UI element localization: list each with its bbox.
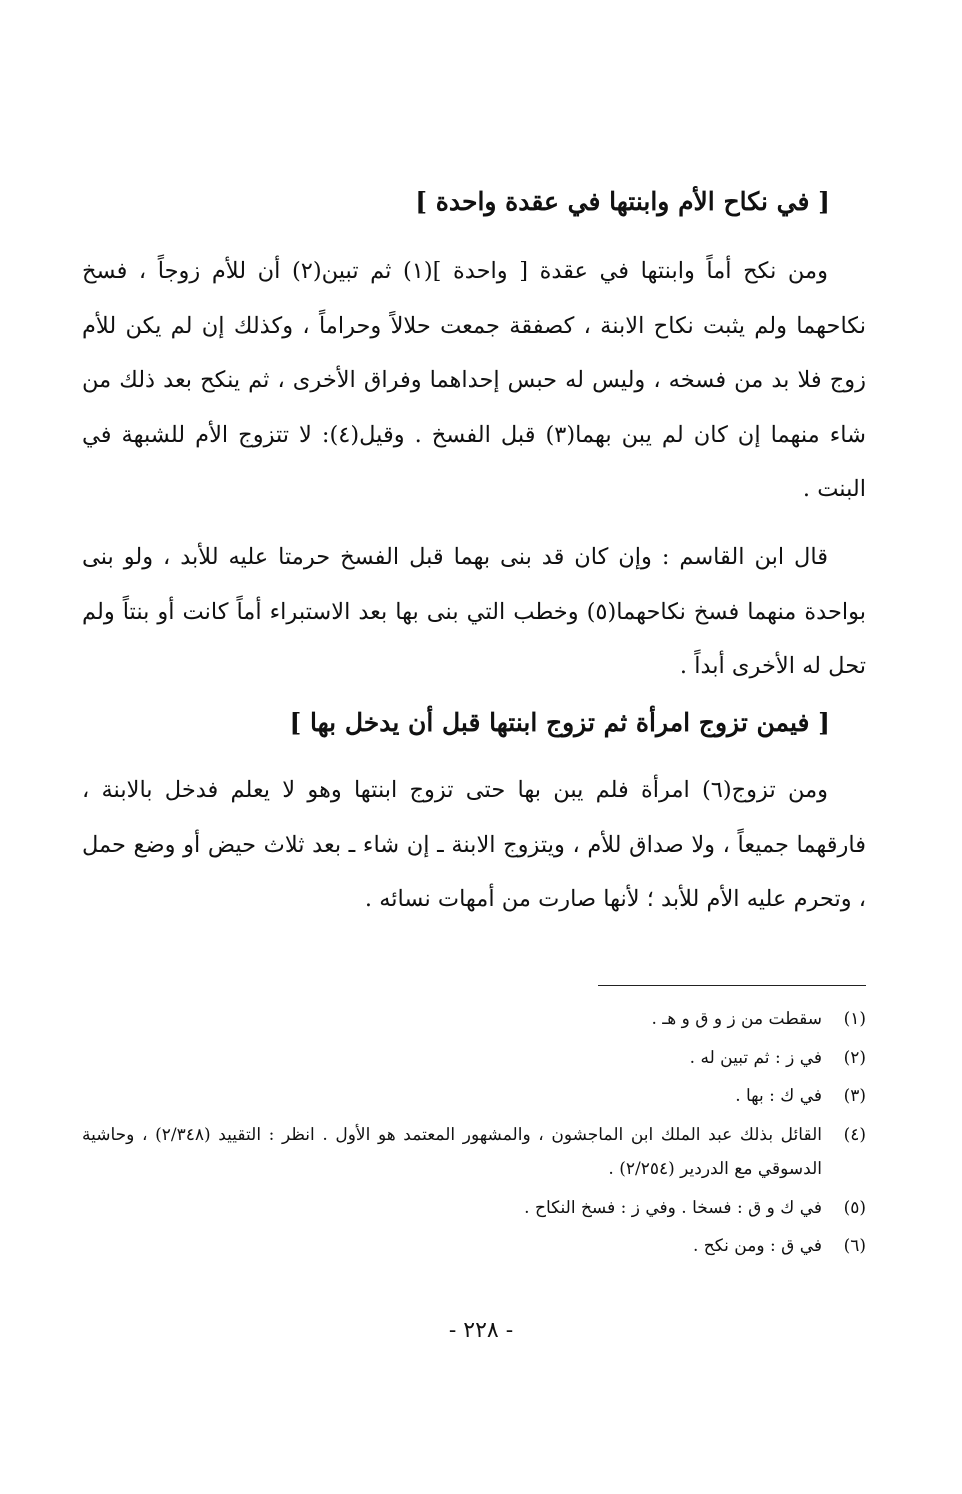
footnote-number: (٦) xyxy=(843,1236,866,1256)
page-number: - ٢٢٨ - xyxy=(448,1318,514,1343)
footnote xyxy=(82,1041,866,1076)
paragraph-2 xyxy=(82,530,866,694)
section-heading-2: [ فيمن تزوج امرأة ثم تزوج ابنتها قبل أن يدخل بها ] xyxy=(289,708,830,737)
footnote-text: في ز : ثم تبين له . xyxy=(689,1047,822,1068)
footnotes xyxy=(82,1002,866,1264)
paragraph-1-text: ومن نكح أماً وابنتها في عقدة [ واحدة ](١) ثم تبين(٢) أن للأم زوجاً ، فسخ نكاحهما ولم يثبت نكاح الابنة ، كصفقة جمعت حلالاً وحراماً ، وكذلك إن لم يكن للأم زوج فلا بد من فسخه ، وليس له حبس إحداهما وفراق الأخرى ، ثم ينكح بعد ذلك من شاء منهما إن كان لم يبن بهما(٣) قبل الفسخ . وقيل(٤): لا تتزوج الأم للشبهة في البنت . xyxy=(82,258,866,502)
footnote xyxy=(82,1002,866,1037)
footnote-text: في ك : بها . xyxy=(735,1086,822,1106)
footnote-number: (٢) xyxy=(843,1047,866,1068)
paragraph-3-text: ومن تزوج(٦) امرأة فلم يبن بها حتى تزوج ابنتها وهو لا يعلم فدخل بالابنة ، فارقهما جميعاً ، ولا صداق للأم ، ويتزوج الابنة ـ إن شاء ـ بعد ثلاث حيض أو وضع حمل ، وتحرم عليه الأم للأبد ؛ لأنها صارت من أمهات نسائه . xyxy=(82,777,866,912)
footnote-number: (٤) xyxy=(843,1124,866,1145)
footnote-number: (١) xyxy=(843,1009,866,1029)
footnote-text: في ق : ومن نكح . xyxy=(693,1236,822,1256)
paragraph-3 xyxy=(82,763,866,927)
footnote xyxy=(82,1118,866,1187)
footnote-text: في ك و ق : فسخا . وفي ز : فسخ النكاح . xyxy=(524,1197,822,1218)
footnote xyxy=(82,1191,866,1226)
section-heading-1: [ في نكاح الأم وابنتها في عقدة واحدة ] xyxy=(415,187,830,216)
paragraph-1 xyxy=(82,244,866,517)
footnote-text: سقطت من ز و ق و هـ . xyxy=(651,1009,822,1029)
footnote-number: (٣) xyxy=(843,1086,866,1106)
footnote xyxy=(82,1079,866,1114)
footnote xyxy=(82,1229,866,1264)
paragraph-2-text: قال ابن القاسم : وإن كان قد بنى بهما قبل الفسخ حرمتا عليه للأبد ، ولو بنى بواحدة منهما فسخ نكاحهما(٥) وخطب التي بنى بها بعد الاستبراء أماً كانت أو بنتاً ولم تحل له الأخرى أبداً . xyxy=(82,544,866,679)
footnote-number: (٥) xyxy=(843,1197,866,1218)
footnote-separator xyxy=(598,985,866,986)
footnote-text: القائل بذلك عبد الملك ابن الماجشون ، والمشهور المعتمد هو الأول . انظر : التقييد (٢/٣٤٨) ، وحاشية الدسوقي مع الدردير (٢/٢٥٤) . xyxy=(82,1124,822,1179)
